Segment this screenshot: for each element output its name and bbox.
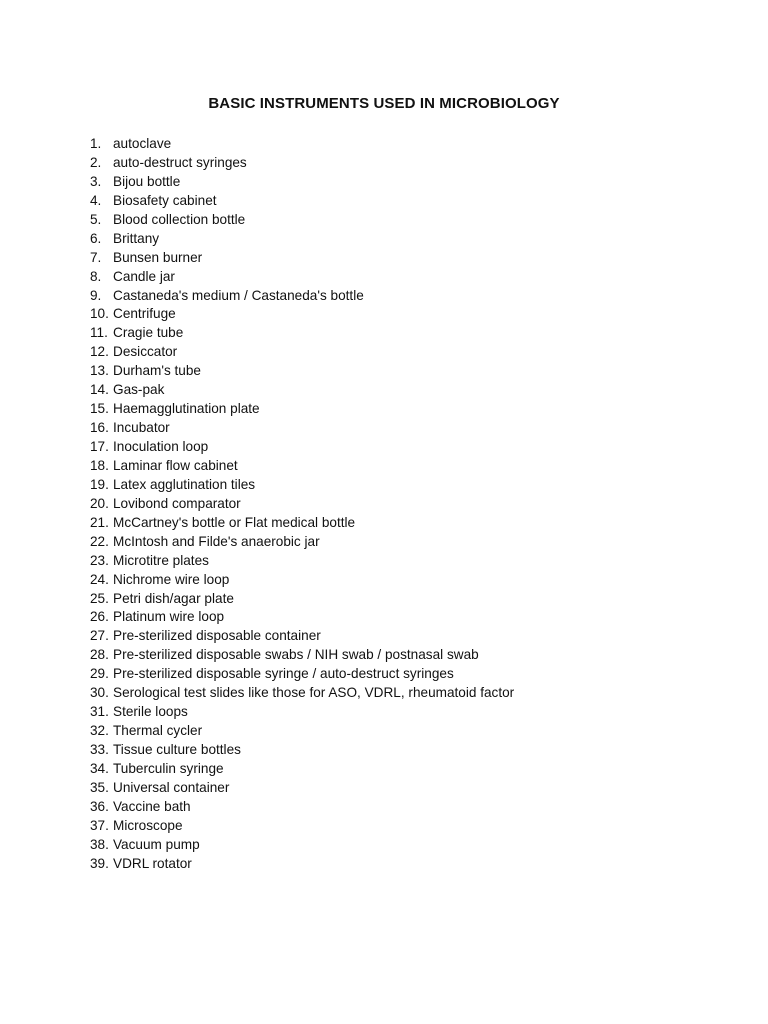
- list-item: [90, 514, 514, 533]
- list-item-text: Desiccator: [113, 344, 178, 360]
- list-item: [90, 608, 514, 627]
- list-item-number: 13.: [90, 363, 109, 379]
- list-item-number: 26.: [90, 609, 109, 625]
- list-item: [90, 798, 514, 817]
- list-item: [90, 135, 514, 154]
- list-item: [90, 249, 514, 268]
- list-item: [90, 684, 514, 703]
- list-item-number: 9.: [90, 287, 102, 303]
- list-item-text: McCartney's bottle or Flat medical bottle: [113, 514, 356, 530]
- list-item: [90, 476, 514, 495]
- list-item-text: Vaccine bath: [113, 798, 191, 814]
- list-item: [90, 173, 514, 192]
- list-item: [90, 438, 514, 457]
- list-item-text: Centrifuge: [113, 306, 176, 322]
- list-item-number: 10.: [90, 306, 109, 322]
- list-item-text: Biosafety cabinet: [113, 192, 217, 208]
- list-item-number: 28.: [90, 647, 109, 663]
- list-item: [90, 703, 514, 722]
- list-item-number: 34.: [90, 760, 109, 776]
- list-item-text: Haemagglutination plate: [113, 401, 260, 417]
- list-item-text: Tissue culture bottles: [113, 742, 241, 757]
- list-item: [90, 400, 514, 419]
- list-item-text: Vacuum pump: [113, 836, 200, 852]
- list-item-text: Lovibond comparator: [113, 495, 241, 511]
- list-item: [90, 154, 514, 173]
- list-item-number: 23.: [90, 552, 109, 568]
- list-item: [90, 419, 514, 438]
- list-item: [90, 211, 514, 230]
- list-item: [90, 324, 514, 343]
- list-item: [90, 305, 514, 324]
- list-item-number: 5.: [90, 211, 102, 227]
- list-item-text: Bunsen burner: [113, 249, 203, 265]
- list-item-number: 21.: [90, 514, 109, 530]
- list-item-text: Cragie tube: [113, 325, 184, 341]
- list-item-text: Incubator: [113, 420, 170, 436]
- list-item-number: 25.: [90, 590, 109, 606]
- list-item-number: 33.: [90, 742, 109, 757]
- list-item-number: 12.: [90, 344, 109, 360]
- list-item-number: 18.: [90, 457, 109, 473]
- list-item: [90, 533, 514, 552]
- list-item-number: 37.: [90, 817, 109, 833]
- list-item-number: 29.: [90, 666, 109, 682]
- list-item-text: Thermal cycler: [113, 723, 203, 739]
- list-item-text: Inoculation loop: [113, 439, 209, 454]
- list-item-text: Serological test slides like those for ASO, VDRL, rheumatoid factor: [113, 685, 515, 701]
- list-item-number: 15.: [90, 401, 109, 417]
- list-item-number: 16.: [90, 420, 109, 436]
- list-item-text: Candle jar: [113, 268, 175, 284]
- list-item-text: Castaneda's medium / Castaneda's bottle: [113, 287, 364, 303]
- list-item: [90, 495, 514, 514]
- list-item-text: Latex agglutination tiles: [113, 476, 256, 492]
- list-item-number: 4.: [90, 192, 102, 208]
- list-item: [90, 627, 514, 646]
- list-item: [90, 343, 514, 362]
- list-item: [90, 855, 514, 874]
- list-item-number: 1.: [90, 136, 102, 151]
- list-item: [90, 287, 514, 306]
- list-item-text: McIntosh and Filde's anaerobic jar: [113, 533, 320, 549]
- list-item: [90, 817, 514, 836]
- page-title: BASIC INSTRUMENTS USED IN MICROBIOLOGY: [208, 95, 560, 112]
- list-item: [90, 646, 514, 665]
- list-item-number: 32.: [90, 723, 109, 739]
- list-item: [90, 362, 514, 381]
- list-item-text: Gas-pak: [113, 382, 165, 398]
- instrument-list: [90, 135, 514, 874]
- list-item-number: 31.: [90, 704, 109, 720]
- list-item-number: 30.: [90, 685, 109, 701]
- list-item-text: Pre-sterilized disposable syringe / auto-destruct syringes: [113, 666, 454, 682]
- list-item-number: 17.: [90, 439, 109, 454]
- list-item-number: 20.: [90, 495, 109, 511]
- list-item-text: Durham's tube: [113, 363, 201, 379]
- list-item-number: 7.: [90, 249, 102, 265]
- list-item-number: 27.: [90, 628, 109, 644]
- list-item: [90, 722, 514, 741]
- list-item-number: 19.: [90, 476, 109, 492]
- list-item: [90, 268, 514, 287]
- list-item-number: 22.: [90, 533, 109, 549]
- list-item-text: Universal container: [113, 779, 230, 795]
- list-item: [90, 779, 514, 798]
- list-item-number: 35.: [90, 779, 109, 795]
- list-item-text: Bijou bottle: [113, 173, 181, 189]
- list-item-number: 39.: [90, 855, 109, 871]
- list-item-text: Tuberculin syringe: [113, 760, 224, 776]
- list-item-text: Pre-sterilized disposable container: [113, 628, 321, 644]
- list-item-number: 36.: [90, 798, 109, 814]
- list-item-number: 24.: [90, 571, 109, 587]
- list-item: [90, 230, 514, 249]
- list-item-number: 8.: [90, 268, 102, 284]
- list-item-text: auto-destruct syringes: [113, 154, 247, 170]
- list-item: [90, 665, 514, 684]
- list-item-text: Pre-sterilized disposable swabs / NIH swab / postnasal swab: [113, 647, 479, 663]
- list-item-text: Nichrome wire loop: [113, 571, 230, 587]
- list-item-text: autoclave: [113, 136, 172, 151]
- list-item-text: Sterile loops: [113, 704, 188, 720]
- list-item: [90, 741, 514, 760]
- list-item: [90, 571, 514, 590]
- list-item-number: 38.: [90, 836, 109, 852]
- list-item-text: Laminar flow cabinet: [113, 457, 238, 473]
- list-item-number: 3.: [90, 173, 102, 189]
- list-item-text: Microtitre plates: [113, 552, 209, 568]
- list-item-text: Platinum wire loop: [113, 609, 225, 625]
- list-item-text: Petri dish/agar plate: [113, 590, 234, 606]
- list-item: [90, 381, 514, 400]
- list-item-text: Brittany: [113, 230, 160, 246]
- list-item-number: 6.: [90, 230, 102, 246]
- list-item-number: 11.: [90, 325, 108, 341]
- list-item: [90, 457, 514, 476]
- list-item-number: 14.: [90, 382, 109, 398]
- list-item: [90, 590, 514, 609]
- list-item-text: VDRL rotator: [113, 855, 192, 871]
- list-item: [90, 836, 514, 855]
- list-item: [90, 760, 514, 779]
- list-item: [90, 552, 514, 571]
- list-item: [90, 192, 514, 211]
- list-item-text: Microscope: [113, 817, 183, 833]
- list-item-number: 2.: [90, 154, 102, 170]
- list-item-text: Blood collection bottle: [113, 211, 246, 227]
